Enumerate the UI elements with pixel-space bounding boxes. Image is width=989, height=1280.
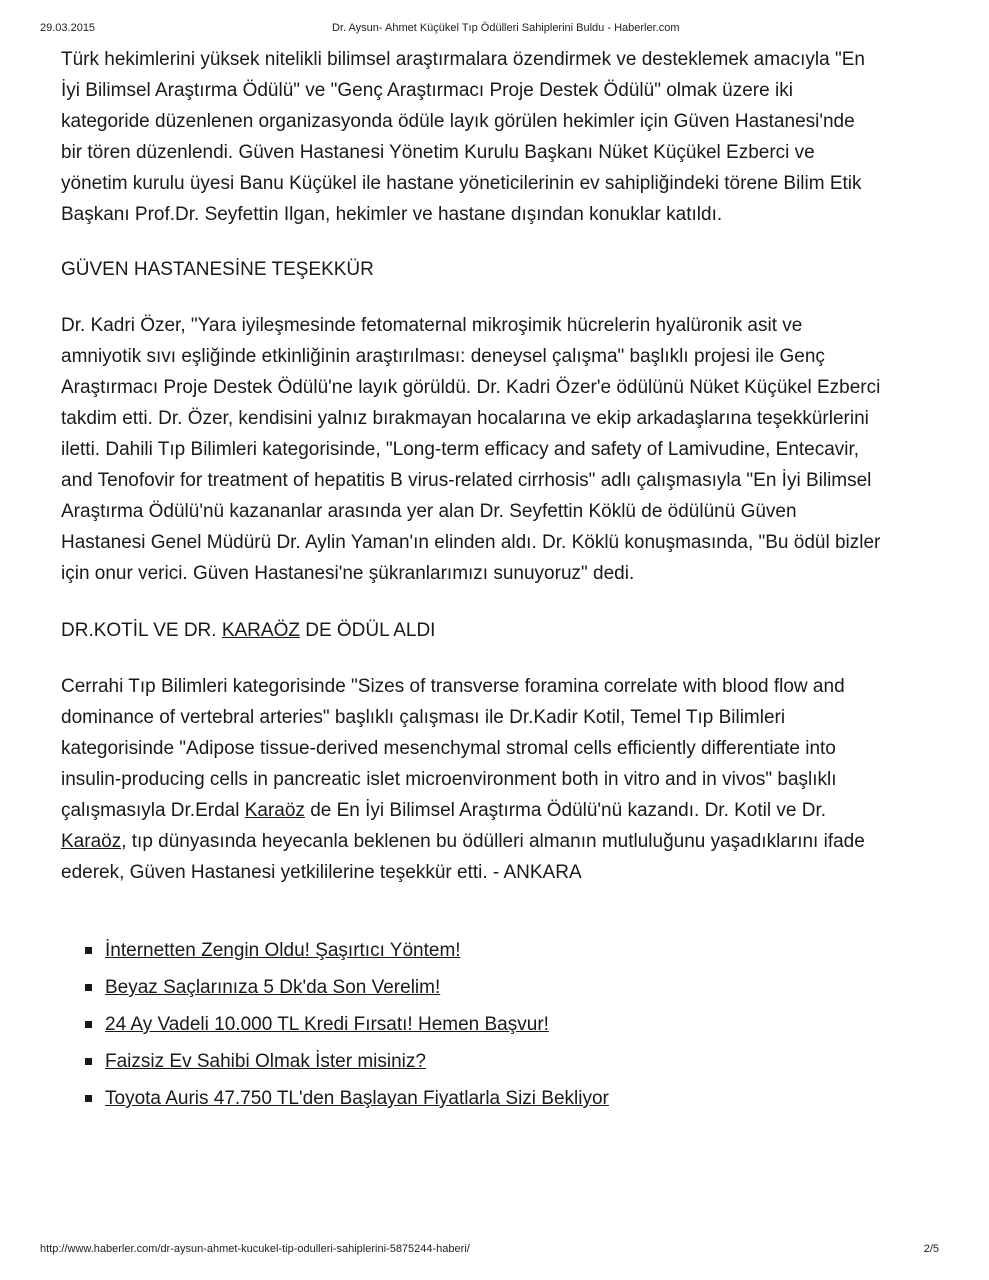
sponsored-link[interactable]: 24 Ay Vadeli 10.000 TL Kredi Fırsatı! Hemen Başvur! [105, 1014, 549, 1035]
subheading-text: DE ÖDÜL ALDI [299, 620, 436, 641]
article-subheading [61, 615, 881, 646]
list-item [61, 1043, 881, 1080]
print-footer [40, 1243, 949, 1257]
karaoz-tag-link[interactable]: Karaöz [61, 831, 122, 852]
article-subheading: GÜVEN HASTANESİNE TEŞEKKÜR [61, 259, 374, 280]
list-item [61, 932, 881, 969]
sponsored-link[interactable]: Beyaz Saçlarınıza 5 Dk'da Son Verelim! [105, 977, 441, 998]
sponsored-links-list [61, 932, 881, 1117]
article-paragraph [61, 671, 881, 888]
page-number: 2/5 [923, 1243, 939, 1255]
sponsored-link[interactable]: İnternetten Zengin Oldu! Şaşırtıcı Yöntem! [105, 940, 461, 961]
square-bullet-icon [85, 984, 92, 991]
print-date: 29.03.2015 [40, 22, 96, 34]
list-item [61, 1080, 881, 1117]
karaoz-tag-link[interactable]: Karaöz [244, 800, 305, 821]
square-bullet-icon [85, 1095, 92, 1102]
karaoz-tag-link[interactable]: KARAÖZ [221, 620, 300, 641]
article-paragraph: Türk hekimlerini yüksek nitelikli bilimsel araştırmalara özendirmek ve desteklemek amacıyla "En İyi Bilimsel Araştırma Ödülü" ve "Genç Araştırmacı Proje Destek Ödülü" olmak üzere iki kategoride düzenlenen organizasyonda ödüle layık görülen hekimler için Güven Hastanesi'nde bir tören düzenlendi. Güven Hastanesi Yönetim Kurulu Başkanı Nüket Küçükel Ezberci ve yönetim kurulu üyesi Banu Küçükel ile hastane yöneticilerinin ev sahipliğindeki törene Bilim Etik Başkanı Prof.Dr. Seyfettin Ilgan, hekimler ve hastane dışından konuklar katıldı. [61, 49, 865, 225]
square-bullet-icon [85, 1058, 92, 1065]
sponsored-link[interactable]: Faizsiz Ev Sahibi Olmak İster misiniz? [105, 1051, 426, 1072]
page-url: http://www.haberler.com/dr-aysun-ahmet-kucukel-tip-odulleri-sahiplerini-5875244-haberi/ [40, 1243, 470, 1255]
square-bullet-icon [85, 947, 92, 954]
print-page-title: Dr. Aysun- Ahmet Küçükel Tıp Ödülleri Sahiplerini Buldu - Haberler.com [332, 22, 680, 34]
paragraph-text: , tıp dünyasında heyecanla beklenen bu ödülleri almanın mutluluğunu yaşadıklarını ifade ederek, Güven Hastanesi yetkililerine teşekkür etti. - ANKARA [61, 831, 865, 883]
sponsored-link[interactable]: Toyota Auris 47.750 TL'den Başlayan Fiyatlarla Sizi Bekliyor [105, 1088, 609, 1109]
subheading-text: DR.KOTİL VE DR. [61, 620, 222, 641]
article-body [61, 44, 881, 1117]
print-header [40, 22, 949, 36]
square-bullet-icon [85, 1021, 92, 1028]
list-item [61, 969, 881, 1006]
paragraph-text: Cerrahi Tıp Bilimleri kategorisinde "Sizes of transverse foramina correlate with blood flow and dominance of vertebral arteries" başlıklı çalışması ile Dr.Kadir Kotil, Temel Tıp Bilimleri kategorisinde "Adipose tissue-derived mesenchymal stromal cells efficiently differentiate into insulin-producing cells in pancreatic islet microenvironment both in vitro and in vivos" başlıklı çalışmasıyla Dr.Erdal [61, 676, 845, 821]
list-item [61, 1006, 881, 1043]
article-paragraph: Dr. Kadri Özer, "Yara iyileşmesinde fetomaternal mikroşimik hücrelerin hyalüronik asit ve amniyotik sıvı eşliğinde etkinliğinin araştırılması: deneysel çalışma" başlıklı projesi ile Genç Araştırmacı Proje Destek Ödülü'ne layık görüldü. Dr. Kadri Özer'e ödülünü Nüket Küçükel Ezberci takdim etti. Dr. Özer, kendisini yalnız bırakmayan hocalarına ve ekip arkadaşlarına teşekkürlerini iletti. Dahili Tıp Bilimleri kategorisinde, "Long-term efficacy and safety of Lamivudine, Entecavir, and Tenofovir for treatment of hepatitis B virus-related cirrhosis" adlı çalışmasıyla "En İyi Bilimsel Araştırma Ödülü'nü kazananlar arasında yer alan Dr. Seyfettin Köklü de ödülünü Güven Hastanesi Genel Müdürü Dr. Aylin Yaman'ın elinden aldı. Dr. Köklü konuşmasında, "Bu ödül bizler için onur verici. Güven Hastanesi'ne şükranlarımızı sunuyoruz" dedi. [61, 315, 881, 584]
paragraph-text: de En İyi Bilimsel Araştırma Ödülü'nü kazandı. Dr. Kotil ve Dr. [304, 800, 826, 821]
